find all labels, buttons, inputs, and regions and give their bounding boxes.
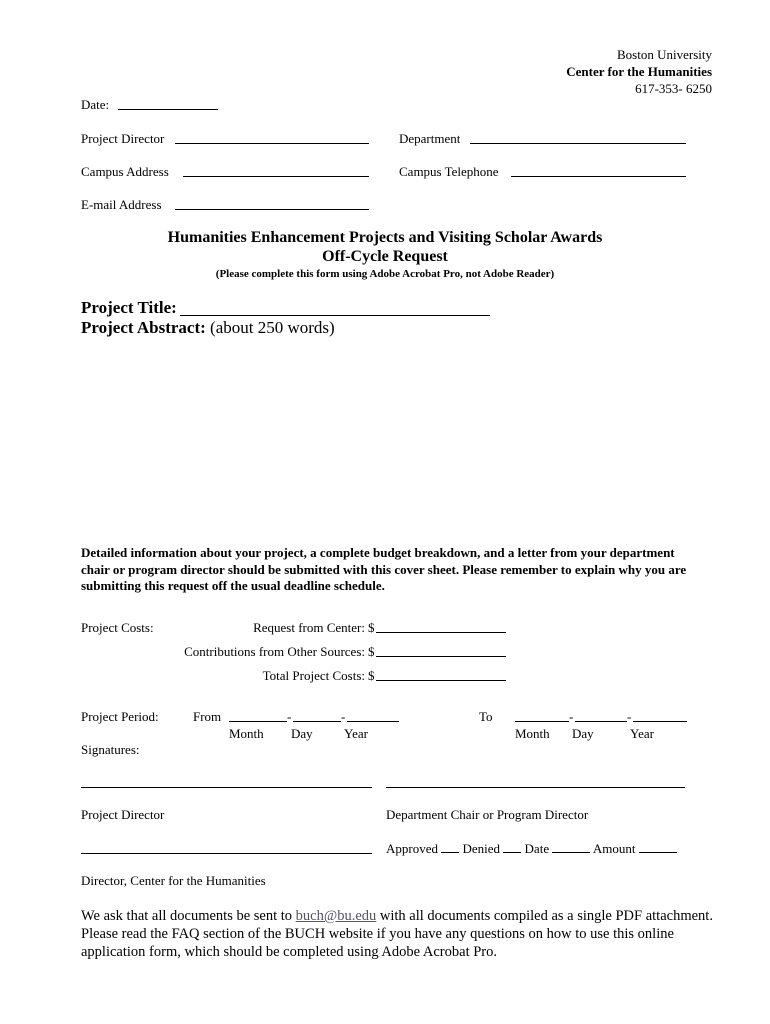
to-dash-2: - bbox=[627, 709, 632, 724]
to-dash-1: - bbox=[569, 709, 574, 724]
date-approval-label: Date bbox=[524, 841, 550, 856]
to-year-caption: Year bbox=[630, 726, 654, 741]
denied-field[interactable] bbox=[503, 840, 521, 853]
campus-telephone-label: Campus Telephone bbox=[399, 164, 499, 179]
campus-address-label: Campus Address bbox=[81, 164, 169, 179]
approved-field[interactable] bbox=[441, 840, 459, 853]
project-costs-label: Project Costs: bbox=[81, 620, 154, 635]
department-label: Department bbox=[399, 131, 461, 146]
project-abstract-heading bbox=[81, 318, 335, 338]
department-field[interactable] bbox=[470, 131, 686, 149]
form-note: (Please complete this form using Adobe Acrobat Pro, not Adobe Reader) bbox=[215, 268, 555, 280]
university-name: Boston University bbox=[617, 47, 712, 62]
to-month-field[interactable] bbox=[515, 709, 569, 727]
amount-field[interactable] bbox=[639, 840, 677, 853]
date-label: Date: bbox=[81, 97, 110, 112]
project-director-signature-line[interactable] bbox=[81, 787, 372, 788]
contributions-currency: $ bbox=[368, 644, 375, 659]
to-day-field[interactable] bbox=[575, 709, 627, 727]
footer-text bbox=[81, 907, 721, 961]
to-day-caption: Day bbox=[572, 726, 594, 741]
from-year-caption: Year bbox=[344, 726, 368, 741]
form-title: Humanities Enhancement Projects and Visiting Scholar Awards bbox=[167, 229, 603, 246]
director-signature-line[interactable] bbox=[81, 853, 372, 854]
date-approval-field[interactable] bbox=[552, 840, 590, 853]
from-month-caption: Month bbox=[229, 726, 264, 741]
to-month-caption: Month bbox=[515, 726, 550, 741]
project-abstract-field[interactable] bbox=[81, 342, 689, 532]
from-day-caption: Day bbox=[291, 726, 313, 741]
contributions-amount-field[interactable] bbox=[376, 644, 506, 662]
form-subtitle: Off-Cycle Request bbox=[322, 248, 448, 265]
date-field[interactable] bbox=[118, 97, 218, 115]
request-currency: $ bbox=[368, 620, 375, 635]
project-director-field[interactable] bbox=[175, 131, 369, 149]
campus-telephone-field[interactable] bbox=[511, 164, 686, 182]
request-amount-field[interactable] bbox=[376, 620, 506, 638]
footer-text-after: with all documents compiled as a single PDF attachment. Please read the FAQ section of the BUCH website if you have any questions on how to use this online application form, which should be completed using Adobe Acrobat Pro. bbox=[81, 908, 713, 960]
project-period-label: Project Period: bbox=[81, 709, 159, 724]
project-director-label: Project Director bbox=[81, 131, 165, 146]
signatures-label: Signatures: bbox=[81, 742, 140, 757]
contributions-label: Contributions from Other Sources: bbox=[184, 644, 365, 659]
campus-address-field[interactable] bbox=[183, 164, 369, 182]
from-day-field[interactable] bbox=[293, 709, 341, 727]
center-name: Center for the Humanities bbox=[566, 64, 712, 79]
from-label: From bbox=[193, 709, 222, 724]
denied-label: Denied bbox=[462, 841, 501, 856]
center-phone: 617-353- 6250 bbox=[635, 81, 712, 96]
approval-row bbox=[386, 840, 677, 857]
email-field[interactable] bbox=[175, 197, 369, 215]
total-currency: $ bbox=[368, 668, 375, 683]
total-amount-field[interactable] bbox=[376, 668, 506, 686]
project-title-label: Project Title: bbox=[81, 298, 177, 317]
project-abstract-label: Project Abstract: bbox=[81, 318, 206, 337]
from-dash-1: - bbox=[287, 709, 292, 724]
project-director-signature-label: Project Director bbox=[81, 807, 165, 822]
request-from-center-label: Request from Center: bbox=[253, 620, 365, 635]
from-month-field[interactable] bbox=[229, 709, 287, 727]
dept-chair-signature-line[interactable] bbox=[386, 787, 685, 788]
total-costs-label: Total Project Costs: bbox=[262, 668, 365, 683]
from-year-field[interactable] bbox=[347, 709, 399, 727]
dept-chair-signature-label: Department Chair or Program Director bbox=[386, 807, 589, 822]
from-dash-2: - bbox=[341, 709, 346, 724]
director-signature-label: Director, Center for the Humanities bbox=[81, 873, 266, 888]
amount-label: Amount bbox=[592, 841, 636, 856]
to-label: To bbox=[479, 709, 493, 724]
contact-email-link[interactable]: buch@bu.edu bbox=[295, 908, 377, 924]
approved-label: Approved bbox=[386, 841, 438, 856]
project-abstract-hint: (about 250 words) bbox=[210, 318, 335, 337]
email-label: E-mail Address bbox=[81, 197, 162, 212]
to-year-field[interactable] bbox=[633, 709, 687, 727]
footer-text-before: We ask that all documents be sent to bbox=[81, 908, 296, 924]
instructions-text: Detailed information about your project, a complete budget breakdown, and a letter from your department chair or program director should be submitted with this cover sheet. Please remember to explain why you are submitting this request off the usual deadline schedule. bbox=[81, 545, 687, 593]
